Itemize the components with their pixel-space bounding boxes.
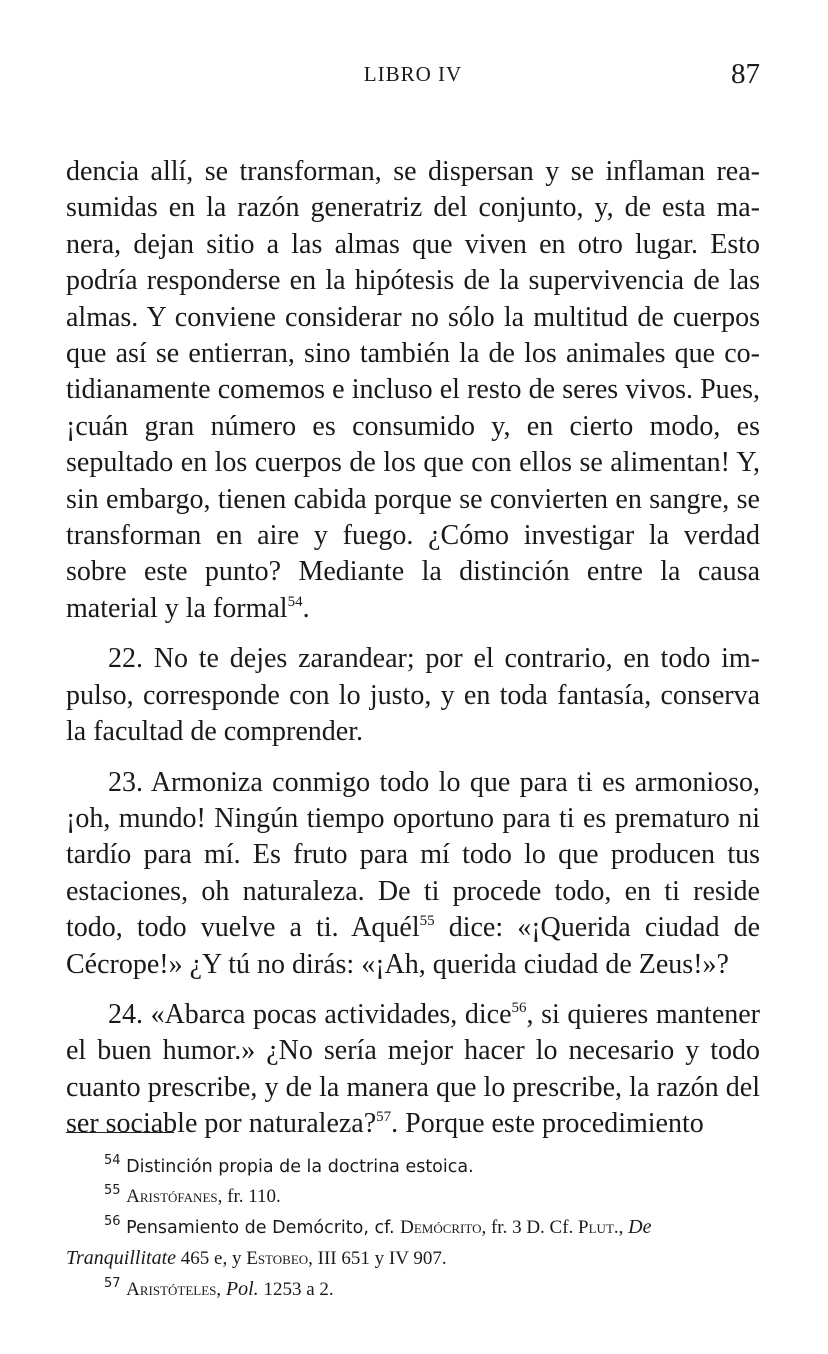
paragraph-text: 23. Armoniza conmigo todo lo que para ti es armonioso, ¡oh, mundo! Ningún tiempo oportuno para ti es prematuro ni tardío para mí. Es fruto para mí todo lo que producen tus estaciones, oh naturaleza. De ti procede todo, en ti reside todo, todo vuelve a ti. Aquél: [66, 766, 760, 944]
footnote-divider: [66, 1132, 174, 1133]
paragraph-22: 22. No te dejes zarandear; por el contrario, en todo impulso, corresponde con lo justo, y en toda fantasía, conserva la facultad de comprender.: [66, 643, 760, 748]
paragraph-text: 24. «Abarca pocas actividades, dice: [108, 998, 512, 1030]
footnote-title: Tranquillitate: [66, 1247, 177, 1269]
page-number: 87: [731, 58, 760, 90]
footnote-text: ,: [618, 1217, 629, 1238]
footnote-text: 465 e, y: [176, 1248, 247, 1269]
paragraph-text-end: dice: «¡Querida ciudad de Cécrope!» ¿Y tú no dirás: «¡Ah, querida ciudad de Zeus!»?: [66, 912, 760, 980]
paragraph-continued: [66, 154, 760, 627]
footnote-author: Aristófanes: [126, 1186, 218, 1207]
footnote-ref-54: 54: [287, 593, 303, 610]
page-header: [66, 58, 760, 98]
paragraph-text-mid: , si quieres mantener el buen humor.» ¿No sería mejor hacer lo necesario y todo cuanto prescribe, y de la manera que lo prescribe, la razón del ser sociable por naturaleza?: [66, 998, 760, 1140]
footnote-title: De: [628, 1216, 652, 1238]
body-text: [66, 154, 760, 1143]
footnote-text: Pensamiento de Demócrito, cf.: [126, 1218, 401, 1238]
footnote-number: 55: [104, 1183, 121, 1198]
footnote-text: , III 651 y IV 907.: [308, 1248, 447, 1269]
footnote-text: ,: [216, 1279, 226, 1300]
footnote-57: [66, 1274, 760, 1305]
footnote-text: Distinción propia de la doctrina estoica.: [126, 1157, 474, 1177]
footnote-author: Aristóteles: [126, 1279, 217, 1300]
footnote-ref-56: 56: [511, 999, 527, 1016]
footnote-continuation: [66, 1243, 760, 1274]
footnote-text: 1253 a 2.: [258, 1279, 334, 1300]
paragraph-text-end: .: [302, 592, 310, 624]
footnotes: [66, 1152, 760, 1305]
paragraph-23: [66, 765, 760, 983]
footnote-55: [66, 1182, 760, 1212]
footnote-number: 54: [104, 1153, 121, 1168]
paragraph-text-end: . Porque este procedimiento: [391, 1108, 704, 1140]
running-head: LIBRO IV: [363, 62, 463, 86]
footnote-ref-55: 55: [419, 913, 435, 930]
footnote-number: 57: [104, 1276, 121, 1291]
footnote-text: , fr. 110.: [217, 1186, 281, 1207]
footnote-author: Estobeo: [246, 1248, 309, 1269]
footnote-number: 56: [104, 1214, 121, 1229]
paragraph-text: dencia allí, se transforman, se dispersan y se inflaman reasumidas en la razón generatriz del conjunto, y, de esta manera, dejan sitio a las almas que viven en otro lugar. Esto podría responderse en la hipótesis de la supervivencia de las almas. Y conviene considerar no sólo la multitud de cuerpos que así se entierran, sino también la de los animales que cotidianamente comemos e incluso el resto de seres vivos. Pues, ¡cuán gran número es consumido y, en cierto modo, es sepultado en los cuerpos de los que con ellos se alimentan! Y, sin embargo, tienen cabida porque se convierten en sangre, se transforman en aire y fuego. ¿Cómo investigar la verdad sobre este punto? Mediante la distinción entre la causa material y la formal: [66, 156, 760, 624]
footnote-author: Plut.: [578, 1217, 619, 1238]
footnote-author: Demócrito: [400, 1217, 482, 1238]
footnote-56: [66, 1212, 760, 1274]
paragraph-24: [66, 997, 760, 1143]
footnote-text: , fr. 3 D. Cf.: [481, 1217, 579, 1238]
footnote-ref-57: 57: [376, 1109, 392, 1126]
footnote-title: Pol.: [225, 1278, 259, 1300]
footnote-54: [66, 1152, 760, 1182]
